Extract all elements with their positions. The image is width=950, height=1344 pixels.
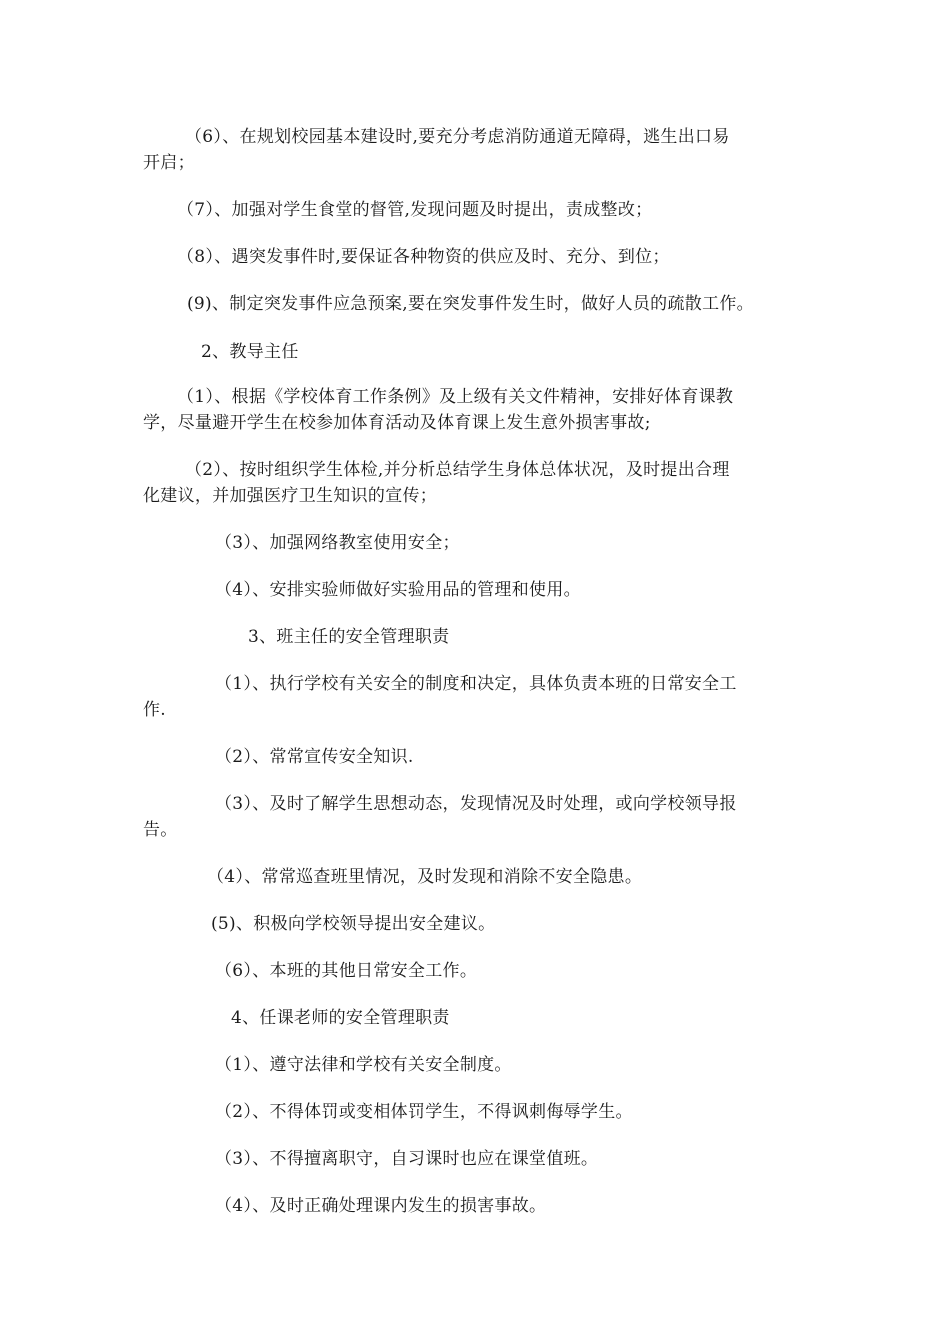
paragraph-line: （1）、根据《学校体育工作条例》及上级有关文件精神，安排好体育课教 <box>177 387 734 407</box>
paragraph-line: （1）、执行学校有关安全的制度和决定，具体负责本班的日常安全工 <box>215 674 737 694</box>
paragraph <box>143 530 823 556</box>
paragraph-line: (9)、制定突发事件应急预案,要在突发事件发生时，做好人员的疏散工作。 <box>187 294 754 314</box>
paragraph-continuation: 作. <box>143 700 167 720</box>
section-heading <box>143 1005 823 1031</box>
paragraph-continuation: 告。 <box>143 820 178 840</box>
paragraph-line: （3）、加强网络教室使用安全； <box>215 533 460 553</box>
paragraph <box>143 1052 823 1078</box>
paragraph-line: （2）、按时组织学生体检,并分析总结学生身体总体状况，及时提出合理 <box>185 460 730 480</box>
paragraph-line: （8）、遇突发事件时,要保证各种物资的供应及时、充分、到位； <box>177 247 670 267</box>
paragraph <box>143 244 823 270</box>
paragraph <box>143 1099 823 1125</box>
paragraph <box>143 124 823 176</box>
paragraph-line: （2）、不得体罚或变相体罚学生，不得讽刺侮辱学生。 <box>215 1102 633 1122</box>
paragraph <box>143 577 823 603</box>
paragraph <box>143 291 833 317</box>
paragraph <box>143 911 823 937</box>
paragraph-line: (5)、积极向学校领导提出安全建议。 <box>211 914 496 934</box>
section-heading <box>143 624 823 650</box>
paragraph-line: （4）、常常巡查班里情况，及时发现和消除不安全隐患。 <box>207 867 643 887</box>
paragraph <box>143 197 823 223</box>
section-heading <box>143 339 823 365</box>
paragraph-line: （3）、及时了解学生思想动态，发现情况及时处理，或向学校领导报 <box>215 794 737 814</box>
heading-text: 4、任课老师的安全管理职责 <box>231 1008 450 1028</box>
paragraph-continuation: 开启； <box>143 153 195 173</box>
paragraph <box>143 457 823 509</box>
paragraph <box>143 1146 823 1172</box>
paragraph-line: （1）、遵守法律和学校有关安全制度。 <box>215 1055 512 1075</box>
paragraph <box>143 791 823 843</box>
paragraph <box>143 958 823 984</box>
paragraph-line: （6）、本班的其他日常安全工作。 <box>215 961 478 981</box>
paragraph <box>143 744 823 770</box>
paragraph-line: （7）、加强对学生食堂的督管,发现问题及时提出，责成整改； <box>177 200 653 220</box>
paragraph <box>143 384 823 436</box>
paragraph-line: （3）、不得擅离职守，自习课时也应在课堂值班。 <box>215 1149 599 1169</box>
paragraph-continuation: 化建议，并加强医疗卫生知识的宣传； <box>143 486 438 506</box>
paragraph-line: （2）、常常宣传安全知识. <box>215 747 414 767</box>
paragraph-line: （4）、及时正确处理课内发生的损害事故。 <box>215 1196 547 1216</box>
paragraph <box>143 864 823 890</box>
heading-text: 3、班主任的安全管理职责 <box>248 627 450 647</box>
paragraph-continuation: 学，尽量避开学生在校参加体育活动及体育课上发生意外损害事故; <box>143 413 651 433</box>
paragraph <box>143 671 823 723</box>
paragraph-line: （6）、在规划校园基本建设时,要充分考虑消防通道无障碍，逃生出口易 <box>185 127 730 147</box>
heading-text: 2、教导主任 <box>201 342 299 362</box>
paragraph-line: （4）、安排实验师做好实验用品的管理和使用。 <box>215 580 581 600</box>
paragraph <box>143 1193 823 1219</box>
